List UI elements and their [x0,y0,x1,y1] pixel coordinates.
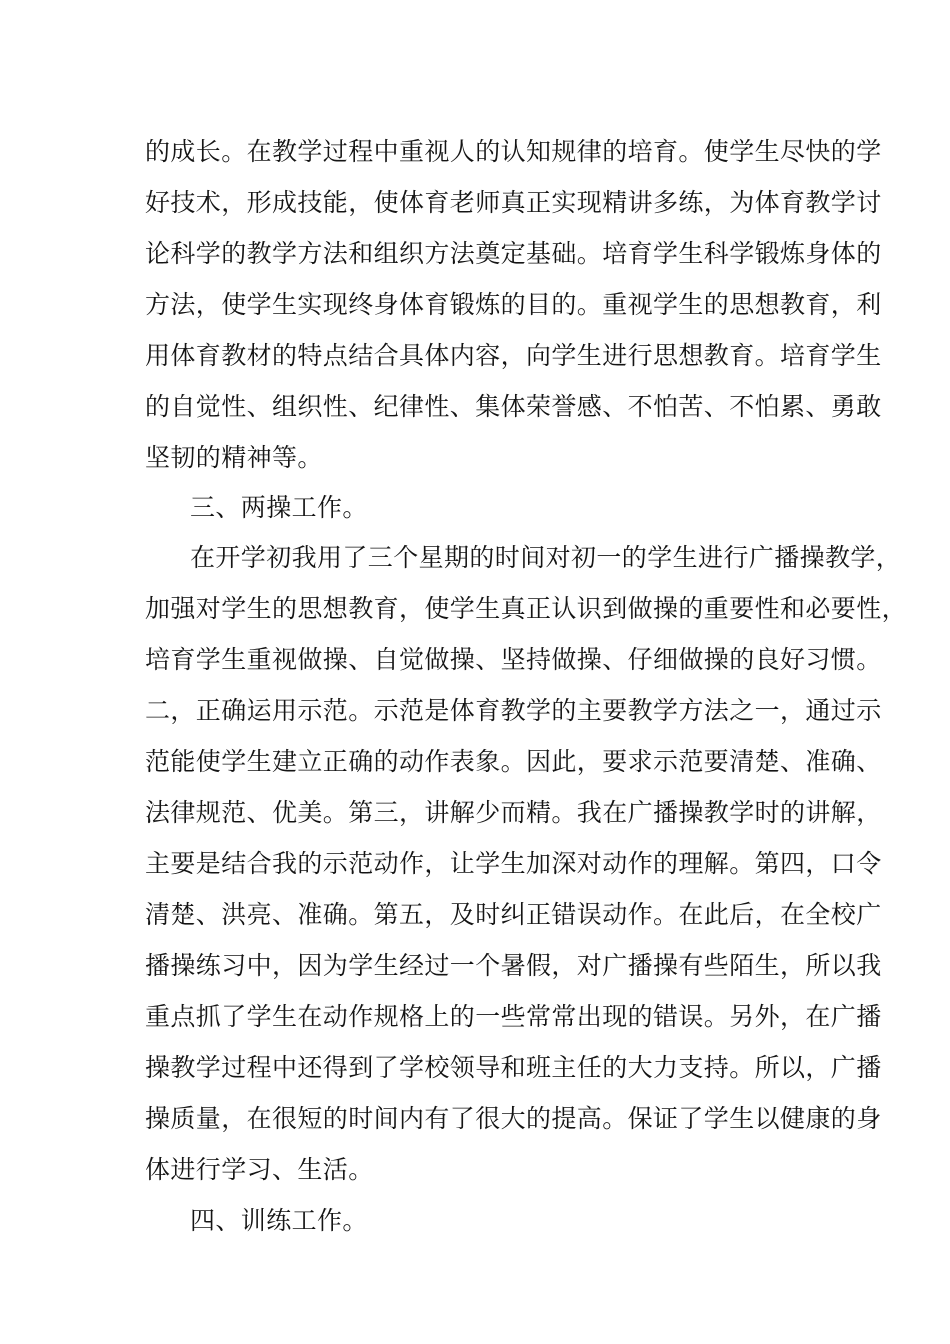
text-line: 体进行学习、生活。 [145,1155,374,1184]
text-line: 操质量，在很短的时间内有了很大的提高。保证了学生以健康的身 [145,1104,882,1133]
text-line: 坚韧的精神等。 [145,443,323,472]
text-line: 论科学的教学方法和组织方法奠定基础。培育学生科学锻炼身体的 [145,239,882,268]
section-heading: 三、两操工作。 [190,493,368,522]
section-heading: 四、训练工作。 [190,1206,368,1235]
text-line: 好技术，形成技能，使体育老师真正实现精讲多练，为体育教学讨 [145,188,882,217]
text-line: 法律规范、优美。第三，讲解少而精。我在广播操教学时的讲解， [145,798,882,827]
text-line: 加强对学生的思想教育，使学生真正认识到做操的重要性和必要性， [145,594,908,623]
text-line: 播操练习中，因为学生经过一个暑假，对广播操有些陌生，所以我 [145,951,882,980]
text-line: 培育学生重视做操、自觉做操、坚持做操、仔细做操的良好习惯。 [145,645,882,674]
text-line: 二，正确运用示范。示范是体育教学的主要教学方法之一，通过示 [145,696,882,725]
text-line: 重点抓了学生在动作规格上的一些常常出现的错误。另外，在广播 [145,1002,882,1031]
paragraph-first-line: 在开学初我用了三个星期的时间对初一的学生进行广播操教学， [190,543,902,572]
text-line: 主要是结合我的示范动作，让学生加深对动作的理解。第四，口令 [145,849,882,878]
text-line: 用体育教材的特点结合具体内容，向学生进行思想教育。培育学生 [145,341,882,370]
text-line: 范能使学生建立正确的动作表象。因此，要求示范要清楚、准确、 [145,747,882,776]
text-line: 清楚、洪亮、准确。第五，及时纠正错误动作。在此后，在全校广 [145,900,882,929]
text-line: 方法，使学生实现终身体育锻炼的目的。重视学生的思想教育，利 [145,290,882,319]
text-line: 的成长。在教学过程中重视人的认知规律的培育。使学生尽快的学 [145,137,882,166]
text-line: 操教学过程中还得到了学校领导和班主任的大力支持。所以，广播 [145,1053,882,1082]
text-line: 的自觉性、组织性、纪律性、集体荣誉感、不怕苦、不怕累、勇敢 [145,392,882,421]
